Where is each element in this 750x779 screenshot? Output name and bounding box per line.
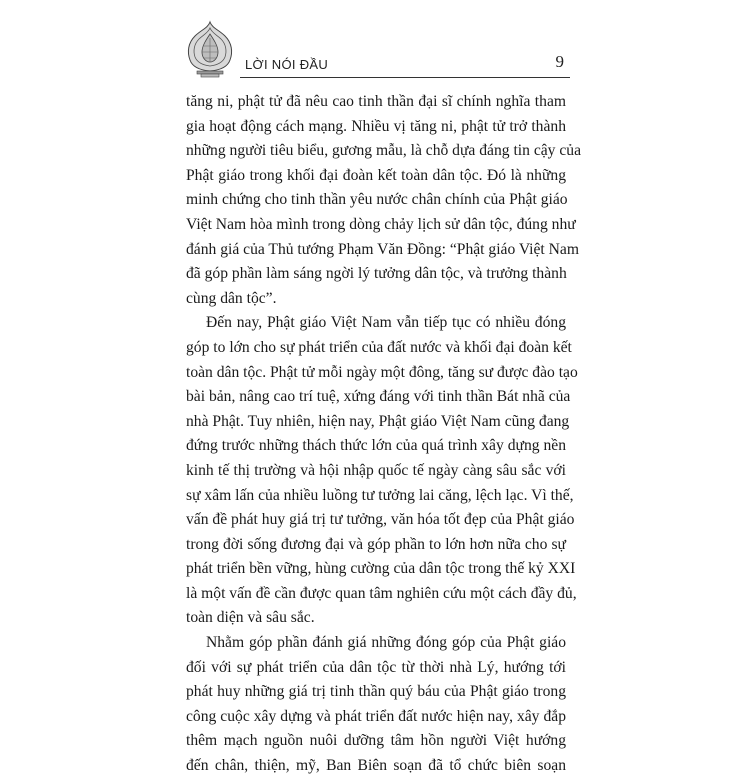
paragraph-2 xyxy=(186,311,578,631)
text-line: Phật giáo trong khối đại đoàn kết toàn dân tộc. Đó là những xyxy=(186,166,566,184)
header-divider xyxy=(240,77,570,78)
body-text xyxy=(186,90,581,779)
paragraph-1 xyxy=(186,90,581,311)
text-line: công cuộc xây dựng và phát triển đất nước hiện nay, xây đắp xyxy=(186,707,566,725)
text-line: góp to lớn cho sự phát triển của đất nước và khối đại đoàn kết xyxy=(186,338,572,356)
text-line: đánh giá của Thủ tướng Phạm Văn Đồng: “Phật giáo Việt Nam xyxy=(186,240,579,258)
text-line: trong đời sống đương đại và góp phần to lớn hơn nữa cho sự xyxy=(186,535,566,553)
text-line: là một vấn đề cần được quan tâm nghiên cứu một cách đầy đủ, xyxy=(186,584,577,602)
paragraph-3 xyxy=(186,631,566,779)
header-title: LỜI NÓI ĐẦU xyxy=(245,57,329,72)
text-line: minh chứng cho tinh thần yêu nước chân chính của Phật giáo xyxy=(186,191,568,209)
text-line: vấn đề phát huy giá trị tư tưởng, văn hóa tốt đẹp của Phật giáo xyxy=(186,511,575,529)
page-number: 9 xyxy=(555,52,564,71)
text-line: tăng ni, phật tử đã nêu cao tinh thần đại sĩ chính nghĩa tham xyxy=(186,93,566,110)
text-line: đến chân, thiện, mỹ, Ban Biên soạn đã tổ chức biên soạn xyxy=(186,757,566,775)
text-line: sự xâm lấn của nhiều luồng tư tưởng lai căng, lệch lạc. Vì thế, xyxy=(186,486,574,504)
lotus-leaf-ornament-icon xyxy=(185,20,235,78)
text-line: bài bản, nâng cao trí tuệ, xứng đáng với tinh thần Bát nhã của xyxy=(186,388,571,406)
text-line: đối với sự phát triển của dân tộc từ thời nhà Lý, hướng tới xyxy=(186,658,566,676)
text-line: thêm mạch nguồn nuôi dưỡng tâm hồn người Việt hướng xyxy=(186,732,566,750)
text-line: cùng dân tộc”. xyxy=(186,289,277,307)
text-line: toàn dân tộc. Phật tử mỗi ngày một đông, tăng sư được đào tạo xyxy=(186,363,578,381)
text-line: phát triển bền vững, hùng cường của dân tộc trong thế kỷ XXI xyxy=(186,560,576,578)
page-header xyxy=(185,20,570,80)
text-line: đã góp phần làm sáng ngời lý tưởng dân tộc, và trưởng thành xyxy=(186,265,567,283)
text-line: toàn diện và sâu sắc. xyxy=(186,609,315,627)
text-line: kinh tế thị trường và hội nhập quốc tế ngày càng sâu sắc với xyxy=(186,461,566,479)
text-line: phát huy những giá trị tinh thần quý báu của Phật giáo trong xyxy=(186,683,566,701)
text-line: Việt Nam hòa mình trong dòng chảy lịch sử dân tộc, đúng như xyxy=(186,215,576,233)
text-line: gia hoạt động cách mạng. Nhiều vị tăng ni, phật tử trở thành xyxy=(186,117,566,135)
text-line: nhà Phật. Tuy nhiên, hiện nay, Phật giáo Việt Nam cũng đang xyxy=(186,412,570,430)
text-line: Nhằm góp phần đánh giá những đóng góp của Phật giáo xyxy=(206,634,566,652)
text-line: Đến nay, Phật giáo Việt Nam vẫn tiếp tục có nhiều đóng xyxy=(206,314,566,332)
text-line: đứng trước những thách thức lớn của quá trình xây dựng nền xyxy=(186,437,566,455)
text-line: những người tiêu biểu, gương mẫu, là chỗ dựa đáng tin cậy của xyxy=(186,142,581,160)
